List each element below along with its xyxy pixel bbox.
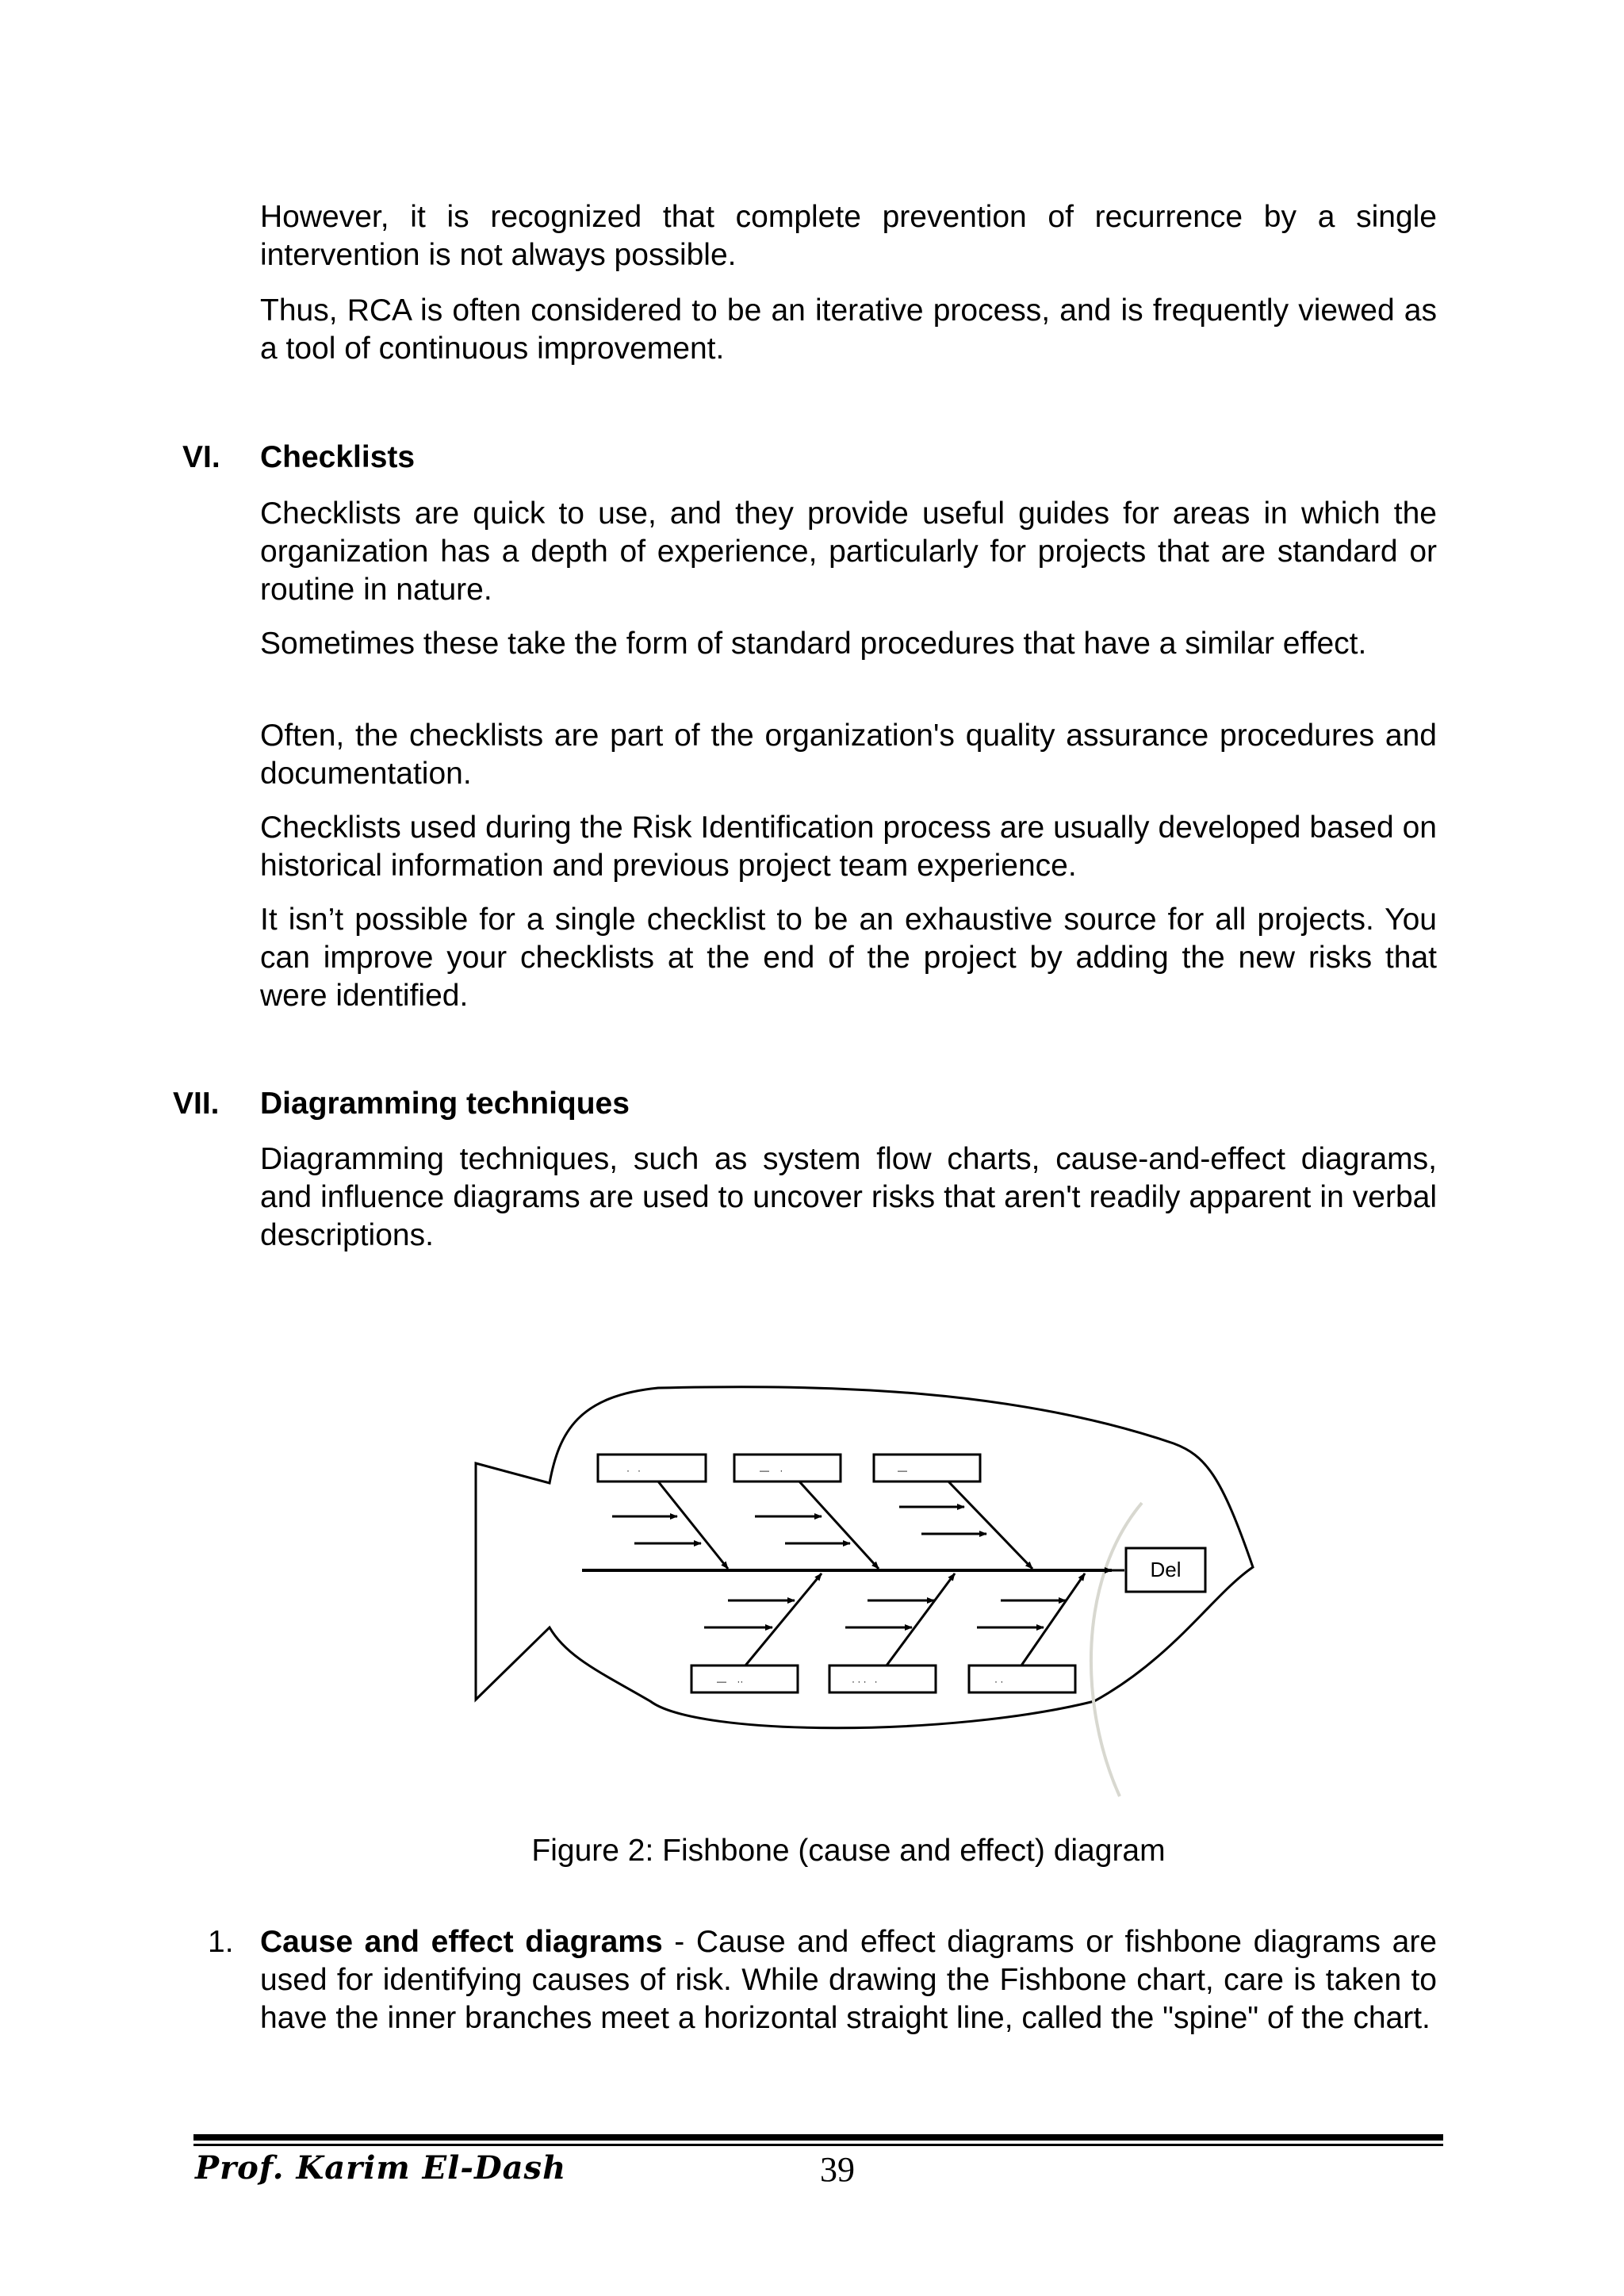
top-category-box-1 [598, 1455, 706, 1481]
svg-text:· ·: · · [994, 1676, 1004, 1687]
svg-text:— ·: — · [760, 1465, 783, 1476]
list-item-1-title: Cause and effect diagrams [260, 1925, 663, 1959]
section-7-title: Diagramming techniques [260, 1087, 630, 1121]
section-6-title: Checklists [260, 440, 416, 474]
section-6-paragraph-1: Checklists are quick to use, and they provide useful guides for areas in which the organization has a depth of experience, particularly for projects that are standard or routine in nature. [260, 496, 1437, 607]
top-bones [658, 1481, 1032, 1569]
intro-paragraph-1: However, it is recognized that complete prevention of recurrence by a single intervention is not always possible. [260, 200, 1437, 272]
list-item-1 [260, 1923, 1437, 2037]
section-6-paragraph-5: It isn’t possible for a single checklist to be an exhaustive source for all projects. You can improve your checklists at the end of the project by adding the new risks that were identified. [260, 903, 1437, 1013]
svg-text:· · · ·: · · · · [852, 1676, 878, 1687]
section-7-number: VII. [173, 1087, 220, 1121]
section-6-paragraph-2: Sometimes these take the form of standard procedures that have a similar effect. [260, 627, 1367, 661]
section-6-paragraph-4: Checklists used during the Risk Identification process are usually developed based on historical information and previous project team experience. [260, 811, 1437, 883]
top-category-box-3 [874, 1455, 980, 1481]
section-7-paragraph: Diagramming techniques, such as system flow charts, cause-and-effect diagrams, and influence diagrams are used to uncover risks that aren't readily apparent in verbal descriptions. [260, 1142, 1437, 1252]
svg-text:—: — [898, 1465, 907, 1476]
bottom-bones [745, 1573, 1085, 1665]
head-label: Del [1150, 1558, 1182, 1581]
list-item-1-number: 1. [208, 1925, 234, 1959]
section-6-paragraph-3: Often, the checklists are part of the organization's quality assurance procedures and documentation. [260, 719, 1437, 791]
figure-caption: Figure 2: Fishbone (cause and effect) diagram [531, 1834, 1166, 1868]
section-6-number: VI. [182, 440, 220, 474]
footer-rule-thick [193, 2134, 1443, 2141]
bottom-category-box-1 [691, 1665, 798, 1692]
svg-text:· ·: · · [626, 1465, 641, 1476]
page-number: 39 [820, 2150, 855, 2189]
list-item-1-text: - Cause and effect diagrams or fishbone diagrams are used for identifying causes of risk. While drawing the Fishbone chart, care is taken to have the inner branches meet a horizontal straight line, called the "spine" of the chart. [260, 1925, 1437, 2035]
top-category-box-2 [734, 1455, 841, 1481]
footer-author: Prof. Karim El-Dash [195, 2149, 567, 2187]
bottom-category-box-2 [829, 1665, 936, 1692]
bottom-category-box-3 [969, 1665, 1075, 1692]
intro-paragraph-2: Thus, RCA is often considered to be an iterative process, and is frequently viewed as a tool of continuous improvement. [260, 293, 1437, 366]
svg-text:— ··: — ·· [717, 1676, 744, 1687]
footer-rule-thin [193, 2144, 1443, 2146]
